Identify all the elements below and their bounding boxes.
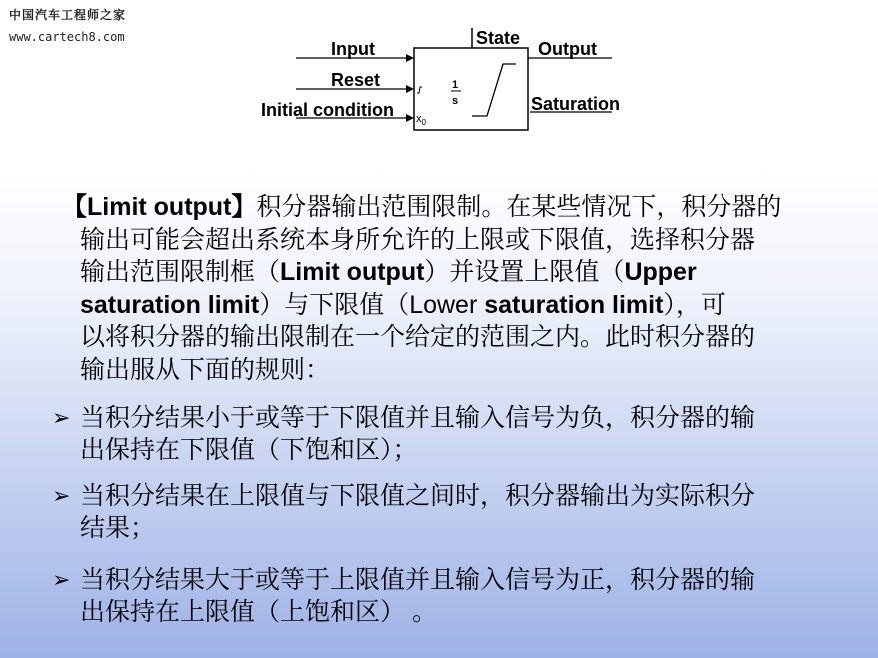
bullet-item-lower-saturation <box>52 402 852 466</box>
bullet-line: 结果； <box>80 514 156 542</box>
bullet-line: 当积分结果小于或等于下限值并且输入信号为负，积分器的输 <box>80 404 756 432</box>
watermark-url: www.cartech8.com <box>9 30 125 44</box>
initial-condition-label: Initial condition <box>261 100 394 120</box>
port-x-label: x <box>416 113 422 125</box>
paragraph-line: saturation limit）与下限值（Lower saturation limit），可 <box>80 290 726 319</box>
bullet-arrow-icon: ➢ <box>52 405 71 430</box>
bullet-item-upper-saturation <box>52 564 852 628</box>
bullet-line: 出保持在上限值（上饱和区） 。 <box>80 598 437 626</box>
initial-condition-arrow <box>406 114 414 122</box>
reset-label: Reset <box>331 70 381 90</box>
reset-arrow <box>406 85 414 93</box>
input-arrow <box>406 54 414 62</box>
fraction-denominator: s <box>452 95 459 107</box>
paragraph-line: 输出范围限制框（Limit output）并设置上限值（Upper <box>80 258 697 286</box>
paragraph-line: 【Limit output】积分器输出范围限制。在某些情况下，积分器的 <box>62 193 782 221</box>
saturation-label: Saturation <box>531 94 621 114</box>
bullet-line: 当积分结果在上限值与下限值之间时，积分器输出为实际积分 <box>80 482 756 510</box>
integrator-block-diagram <box>0 0 878 140</box>
limit-output-paragraph <box>62 191 852 386</box>
bullet-arrow-icon: ➢ <box>52 567 71 592</box>
bullet-line: 当积分结果大于或等于上限值并且输入信号为正，积分器的输 <box>80 566 756 594</box>
input-label: Input <box>331 39 375 59</box>
paragraph-line: 以将积分器的输出限制在一个给定的范围之内。此时积分器的 <box>80 323 756 351</box>
fraction-numerator: 1 <box>452 79 459 91</box>
integrator-block <box>414 48 528 130</box>
bullet-arrow-icon: ➢ <box>52 483 71 508</box>
paragraph-line: 输出可能会超出系统本身所允许的上限或下限值，选择积分器 <box>80 225 756 254</box>
port-x-sub: 0 <box>421 118 426 127</box>
paragraph-line: 输出服从下面的规则： <box>80 355 331 384</box>
output-label: Output <box>538 39 597 59</box>
watermark-site-name: 中国汽车工程师之家 <box>9 8 127 22</box>
bullet-line: 出保持在下限值（下饱和区）； <box>80 436 418 464</box>
bullet-item-between-limits <box>52 480 852 544</box>
state-label: State <box>476 28 521 48</box>
